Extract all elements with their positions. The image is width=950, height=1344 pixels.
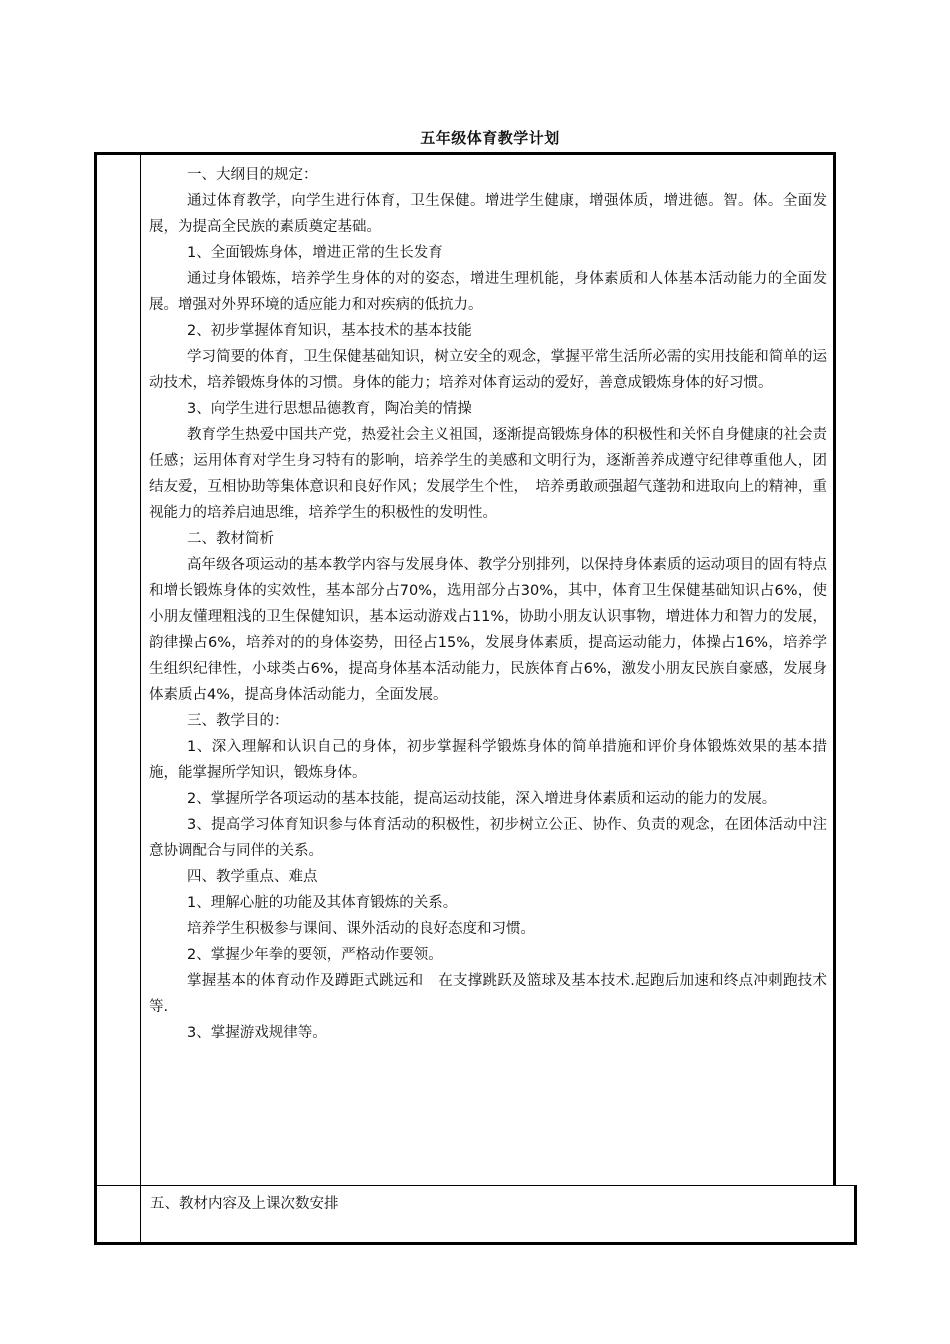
paragraph: 掌握基本的体育动作及蹲距式跳远和 在支撑跳跃及篮球及基本技术.起跑后加速和终点冲刺跑技术等. — [149, 973, 827, 1015]
paragraph: 二、教材简析 — [187, 531, 274, 547]
paragraph: 1、深入理解和认识自己的身体，初步掌握科学锻炼身体的简单措施和评价身体锻炼效果的基本措施，能掌握所学知识，锻炼身体。 — [149, 739, 827, 781]
paragraph: 3、提高学习体育知识参与体育活动的积极性，初步树立公正、协作、负责的观念，在团体活动中注意协调配合与同伴的关系。 — [149, 817, 827, 859]
paragraph: 2、初步掌握体育知识，基本技术的基本技能 — [187, 323, 472, 339]
paragraph: 三、教学目的： — [187, 713, 289, 729]
paragraph: 3、掌握游戏规律等。 — [187, 1025, 327, 1041]
page-title: 五年级体育教学计划 — [420, 129, 560, 147]
paragraph: 四、教学重点、难点 — [187, 869, 318, 885]
paragraph: 1、理解心脏的功能及其体育锻炼的关系。 — [187, 895, 458, 911]
column-divider — [140, 1186, 141, 1243]
paragraph: 学习简要的体育，卫生保健基础知识，树立安全的观念，掌握平常生活所必需的实用技能和简单的运动技术，培养锻炼身体的习惯。身体的能力；培养对体育运动的爱好，善意成锻炼身体的好习惯。 — [149, 349, 827, 391]
paragraph: 培养学生积极参与课间、课外活动的良好态度和习惯。 — [187, 921, 535, 937]
paragraph: 通过身体锻炼，培养学生身体的对的姿态，增进生理机能，身体素质和人体基本活动能力的全面发展。增强对外界环境的适应能力和对疾病的低抗力。 — [149, 271, 827, 313]
plan-content — [149, 162, 827, 1046]
paragraph: 通过体育教学，向学生进行体育，卫生保健。增进学生健康，增强体质，增进德。智。体。全面发展，为提高全民族的素质奠定基础。 — [149, 193, 827, 235]
paragraph: 2、掌握所学各项运动的基本技能，提高运动技能，深入增进身体素质和运动的能力的发展。 — [187, 791, 777, 807]
column-divider — [140, 155, 141, 1186]
paragraph: 高年级各项运动的基本教学内容与发展身体、教学分别排列，以保持身体素质的运动项目的固有特点和增长锻炼身体的实效性，基本部分占70%，选用部分占30%，其中，体育卫生保健基础知识占6%，使小朋友懂理粗浅的卫生保健知识，基本运动游戏占11%，协助小朋友认识事物，增进体力和智力的发展，韵律操占6%，培养对的的身体姿势，田径占15%，发展身体素质，提高运动能力，体操占16%，培养学生组织纪律性，小球类占6%，提高身体基本活动能力，民族体育占6%，激发小朋友民族自豪感，发展身体素质占4%，提高身体活动能力，全面发展。 — [149, 557, 827, 703]
section-heading: 五、教材内容及上课次数安排 — [150, 1196, 339, 1212]
paragraph: 一、大纲目的规定： — [187, 167, 318, 183]
paragraph: 3、向学生进行思想品德教育，陶冶美的情操 — [187, 401, 472, 417]
paragraph: 1、全面锻炼身体，增进正常的生长发育 — [187, 245, 443, 261]
paragraph: 教育学生热爱中国共产党，热爱社会主义祖国，逐渐提高锻炼身体的积极性和关怀自身健康的社会责任感；运用体育对学生身习特有的影响，培养学生的美感和文明行为，逐渐善养成遵守纪律尊重他人，团结友爱，互相协助等集体意识和良好作风；发展学生个性， 培养勇敢顽强超气蓬勃和进取向上的精神，重视能力的培养启迪思维，培养学生的积极性的发明性。 — [149, 427, 827, 521]
paragraph: 2、掌握少年拳的要领，严格动作要领。 — [187, 947, 443, 963]
